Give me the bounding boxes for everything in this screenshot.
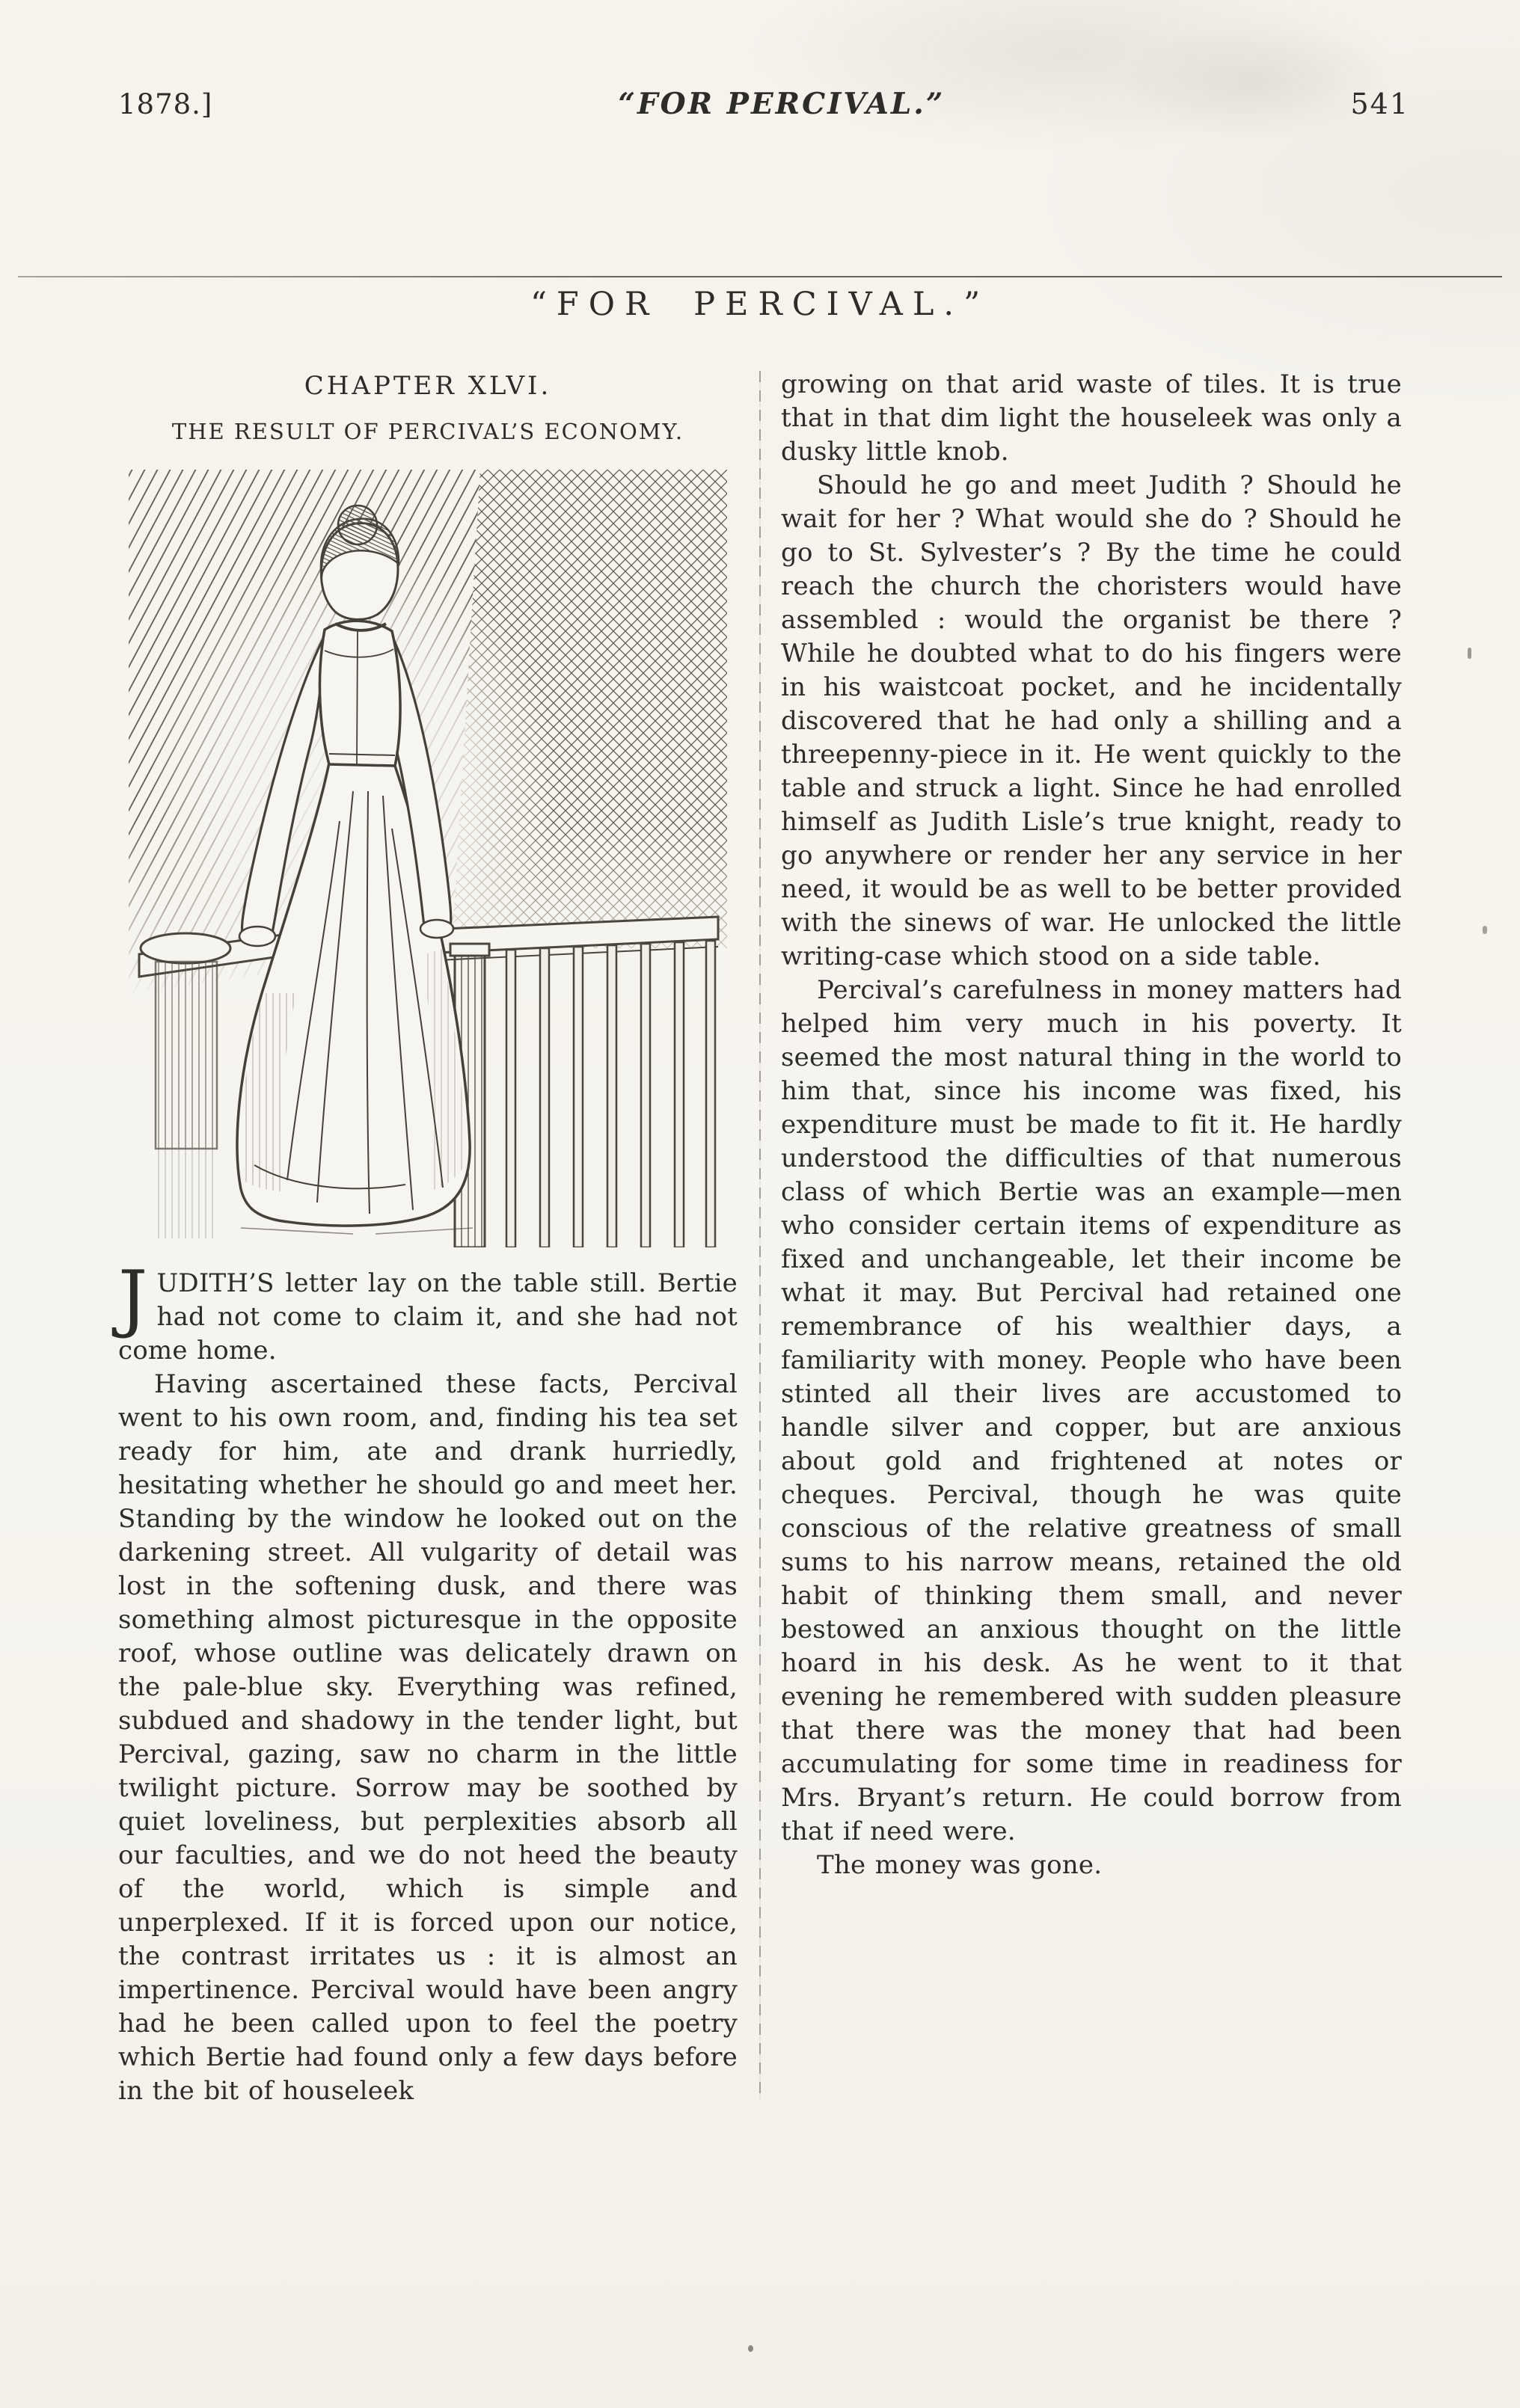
woman-at-railing-illustration	[129, 470, 727, 1247]
article-title: “FOR PERCIVAL.”	[530, 286, 990, 323]
opening-paragraph-text: UDITH’S letter lay on the table still. Bertie had not come to claim it, and she had not come home.	[118, 1268, 738, 1366]
engraving-svg	[129, 470, 727, 1247]
paragraph: Percival’s carefulness in money matters had helped him very much in his poverty. It seemed the most natural thing in the world to him that, since his income was fixed, his expenditure must be made to fit it. He hardly understood the difficulties of that numerous class of which Bertie was an example—men who consider certain items of expenditure as fixed and unchangeable, let their income be what it may. But Percival had retained one remembrance of his wealthier days, a familiarity with money. People who have been stinted all their lives are accustomed to handle silver and copper, but are anxious about gold and frightened at notes or cheques. Percival, though he was quite conscious of the relative greatness of small sums to his narrow means, retained the old habit of thinking them small, and never bestowed an anxious thought on the little hoard in his desk. As he went to it that evening he remembered with sudden pleasure that there was the money that had been accumulating for some time in readiness for Mrs. Bryant’s return. He could borrow from that if need were.	[781, 975, 1402, 1846]
running-head-title: “FOR PERCIVAL.”	[618, 87, 946, 121]
left-column	[118, 368, 738, 2108]
column-divider	[738, 368, 781, 2108]
scan-speck	[1468, 648, 1471, 659]
right-column	[781, 368, 1402, 2108]
paragraph: The money was gone.	[817, 1850, 1103, 1880]
paragraph: Should he go and meet Judith ? Should he wait for her ? What would she do ? Should he go to St. Sylvester’s ? By the time he could reach the church the choristers would have assembled : would the organist be there ? While he doubted what to do his fingers were in his waistcoat pocket, and he incidentally discovered that he had only a shilling and a threepenny-piece in it. He went quickly to the table and struck a light. Since he had enrolled himself as Judith Lisle’s true knight, ready to go anywhere or render her any service in her need, it would be as well to be better provided with the sinews of war. He unlocked the little writing-case which stood on a side table.	[781, 470, 1402, 971]
columns	[118, 368, 1402, 2108]
running-head	[118, 87, 1409, 121]
opening-paragraph	[118, 1256, 738, 1368]
scan-speck	[1483, 926, 1487, 934]
chapter-heading: CHAPTER XLVI.	[304, 371, 552, 401]
running-head-date: 1878.]	[118, 88, 213, 120]
chapter-subtitle: THE RESULT OF PERCIVAL’S ECONOMY.	[171, 419, 684, 444]
paragraph: Having ascertained these facts, Percival went to his own room, and, finding his tea set ready for him, ate and drank hurriedly, hesitating whether he should go and meet her. Standing by the window he looked out on the darkening street. All vulgarity of detail was lost in the softening dusk, and there was something almost picturesque in the opposite roof, whose outline was delicately drawn on the pale-blue sky. Everything was refined, subdued and shadowy in the tender light, but Percival, gazing, saw no charm in the little twilight picture. Sorrow may be soothed by quiet loveliness, but perplexities absorb all our faculties, and we do not heed the beauty of the world, which is simple and unperplexed. If it is forced upon our notice, the contrast irritates us : it is almost an impertinence. Percival would have been angry had he been called upon to feel the poetry which Bertie had found only a few days before in the bit of houseleek	[118, 1369, 738, 2106]
page-number: 541	[1350, 87, 1409, 120]
drop-cap: J	[118, 1256, 148, 1341]
horizontal-rule	[18, 276, 1502, 277]
printers-mark-dot	[748, 2345, 753, 2352]
paragraph: growing on that arid waste of tiles. It is true that in that dim light the houseleek was only a dusky little knob.	[781, 369, 1402, 467]
